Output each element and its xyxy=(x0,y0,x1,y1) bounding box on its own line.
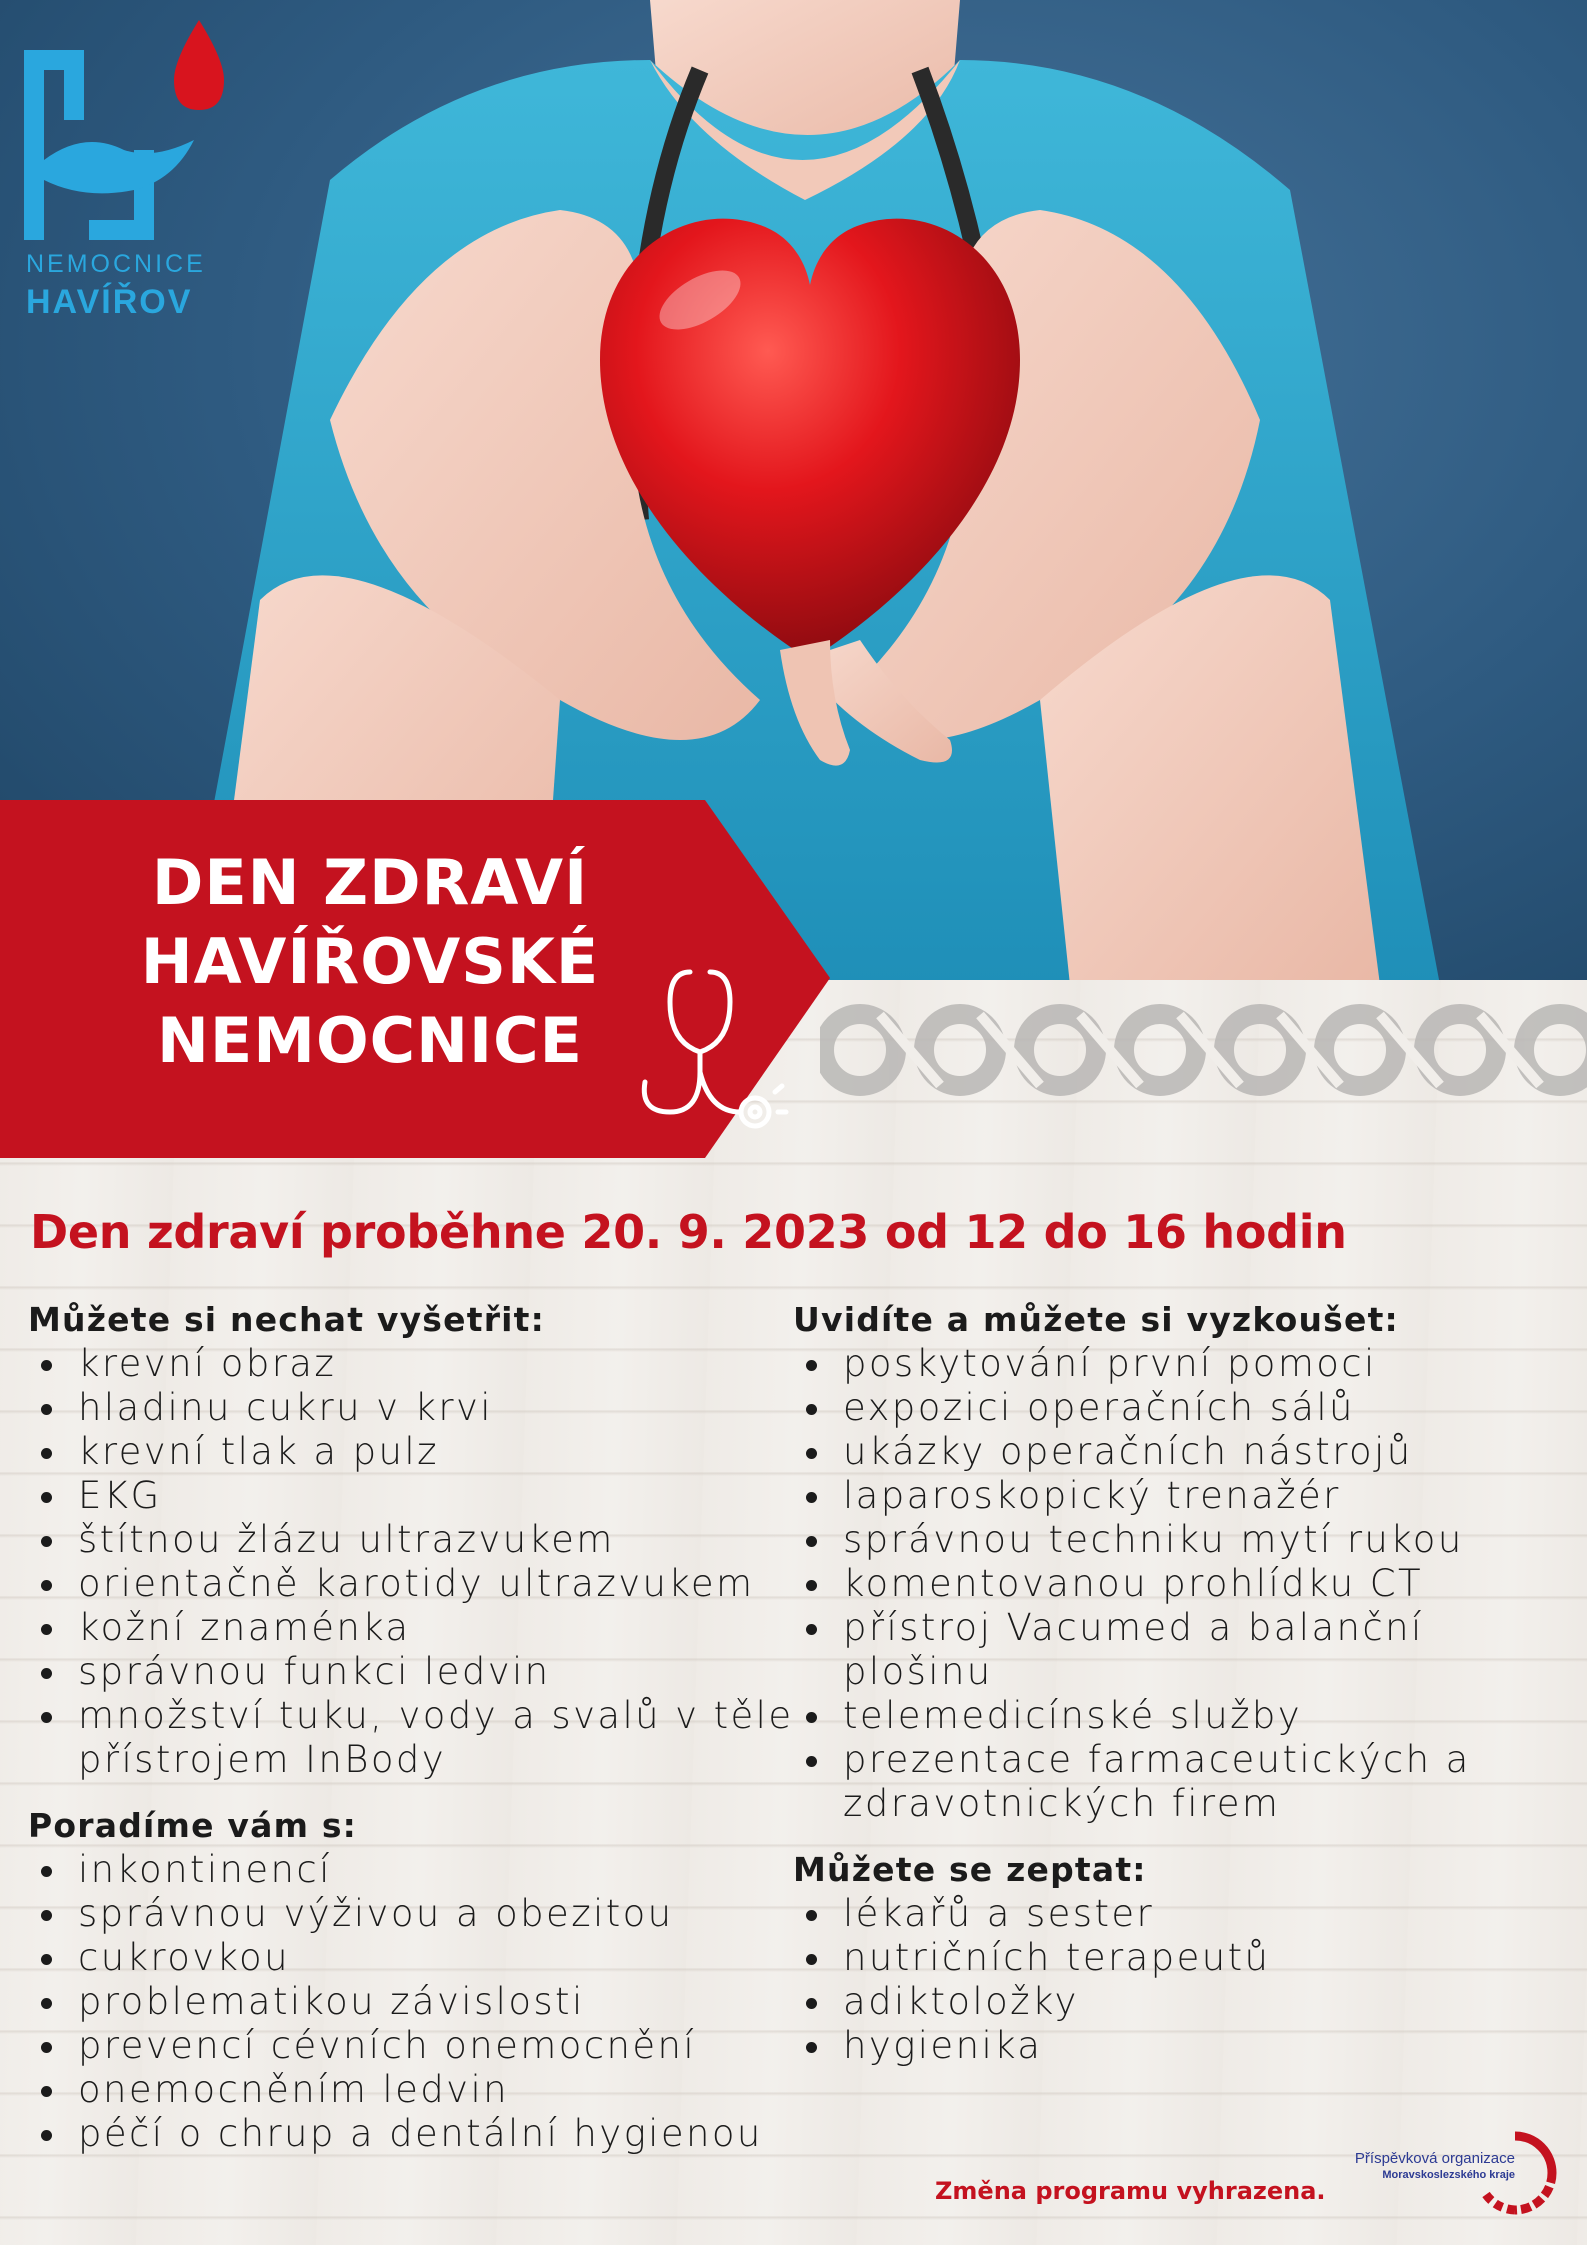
stethoscope-icon xyxy=(630,962,790,1142)
exam-list xyxy=(28,1342,818,1782)
banner-title-line: HAVÍŘOVSKÉ xyxy=(140,925,600,998)
organization-ring-icon xyxy=(1470,2128,1560,2218)
list-item: krevní tlak a pulz xyxy=(28,1430,818,1474)
list-item: inkontinencí xyxy=(28,1848,818,1892)
list-item: prevencí cévních onemocnění xyxy=(28,2024,818,2068)
left-column xyxy=(28,1298,818,2156)
list-item: hladinu cukru v krvi xyxy=(28,1386,818,1430)
advice-list xyxy=(28,1848,818,2156)
list-item: správnou výživou a obezitou xyxy=(28,1892,818,1936)
list-item: poskytování první pomoci xyxy=(793,1342,1573,1386)
logo-line1: NEMOCNICE xyxy=(26,250,206,278)
program-change-note: Změna programu vyhrazena. xyxy=(935,2177,1326,2205)
list-item: lékařů a sester xyxy=(793,1892,1573,1936)
section-title: Můžete se zeptat: xyxy=(793,1850,1147,1889)
list-item: expozici operačních sálů xyxy=(793,1386,1573,1430)
list-item: komentovanou prohlídku CT xyxy=(793,1562,1573,1606)
banner-title-line: NEMOCNICE xyxy=(157,1004,583,1077)
list-item: problematikou závislosti xyxy=(28,1980,818,2024)
list-item: nutričních terapeutů xyxy=(793,1936,1573,1980)
section-title: Poradíme vám s: xyxy=(28,1806,358,1845)
list-item: hygienika xyxy=(793,2024,1573,2068)
chain-ornament-icon xyxy=(820,995,1587,1105)
list-item: adiktoložky xyxy=(793,1980,1573,2024)
banner-title-line: DEN ZDRAVÍ xyxy=(151,846,589,919)
list-item: ukázky operačních nástrojů xyxy=(793,1430,1573,1474)
list-item: onemocněním ledvin xyxy=(28,2068,818,2112)
event-date-headline: Den zdraví proběhne 20. 9. 2023 od 12 do 16 hodin xyxy=(30,1205,1347,1259)
section-title: Uvidíte a můžete si vyzkoušet: xyxy=(793,1300,1399,1339)
list-item: orientačně karotidy ultrazvukem xyxy=(28,1562,818,1606)
section-title: Můžete si nechat vyšetřit: xyxy=(28,1300,546,1339)
list-item: EKG xyxy=(28,1474,818,1518)
list-item: přístroj Vacumed a balanční plošinu xyxy=(793,1606,1573,1694)
demo-list xyxy=(793,1342,1573,1826)
org-line2: Moravskoslezského kraje xyxy=(1382,2169,1515,2181)
right-column xyxy=(793,1298,1573,2068)
list-item: krevní obraz xyxy=(28,1342,818,1386)
banner-title xyxy=(70,843,670,1080)
list-item: cukrovkou xyxy=(28,1936,818,1980)
list-item: štítnou žlázu ultrazvukem xyxy=(28,1518,818,1562)
list-item: kožní znaménka xyxy=(28,1606,818,1650)
list-item: prezentace farmaceutických a zdravotnických firem xyxy=(793,1738,1573,1826)
logo-line2: HAVÍŘOV xyxy=(26,283,193,321)
list-item: telemedicínské služby xyxy=(793,1694,1573,1738)
blood-drop-icon xyxy=(174,20,224,110)
list-item: laparoskopický trenažér xyxy=(793,1474,1573,1518)
org-line1: Příspěvková organizace xyxy=(1354,2150,1515,2167)
list-item: množství tuku, vody a svalů v těle přístrojem InBody xyxy=(28,1694,818,1782)
list-item: péčí o chrup a dentální hygienou xyxy=(28,2112,818,2156)
list-item: správnou techniku mytí rukou xyxy=(793,1518,1573,1562)
ask-list xyxy=(793,1892,1573,2068)
list-item: správnou funkci ledvin xyxy=(28,1650,818,1694)
